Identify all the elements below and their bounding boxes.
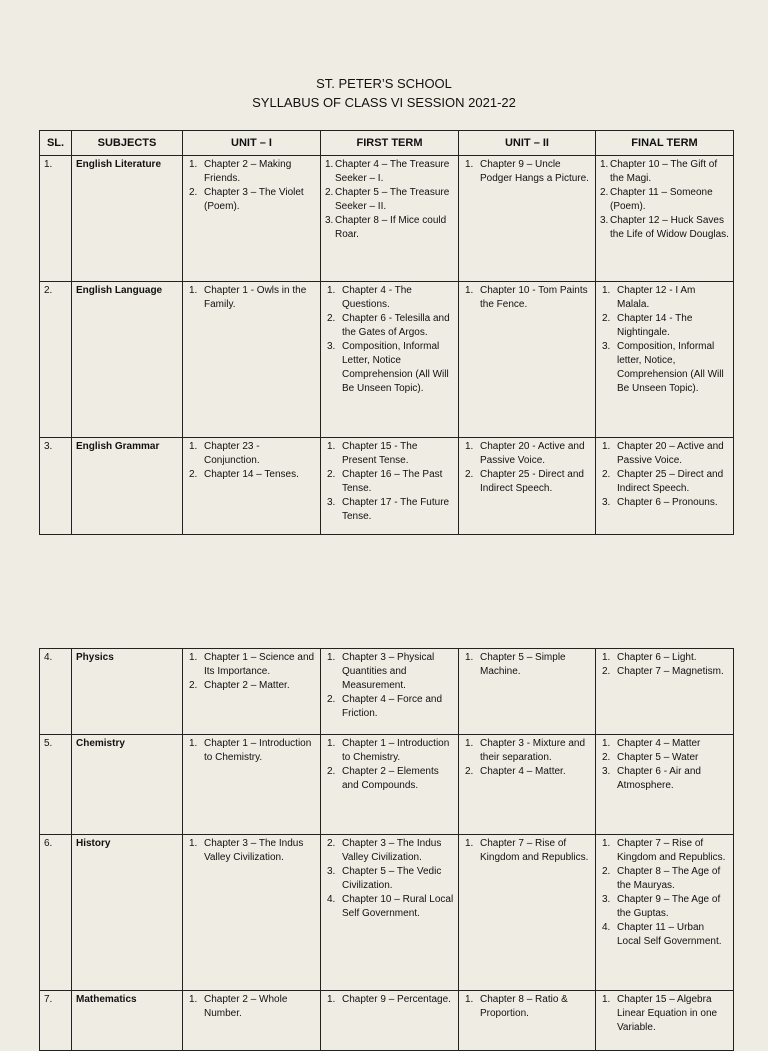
cell-unit-2 (459, 156, 596, 282)
cell-final-term (596, 438, 734, 535)
chapter-item: 2. Chapter 7 – Magnetism. (602, 666, 724, 677)
col-header-subjects: SUBJECTS (72, 131, 183, 156)
col-header-unit-1: UNIT – I (183, 131, 321, 156)
cell-first-term (321, 156, 459, 282)
table-row (40, 156, 734, 282)
table-row (40, 835, 734, 991)
syllabus-table-page-2 (39, 648, 734, 1051)
chapter-item: 2. Chapter 4 – Force and Friction. (327, 694, 443, 719)
serial-number: 5. (44, 738, 53, 749)
chapter-item: 2. Chapter 8 – The Age of the Mauryas. (602, 866, 721, 891)
chapter-item: 2. Chapter 2 – Matter. (189, 680, 290, 691)
cell-final-term (596, 156, 734, 282)
chapter-item: 2. Chapter 5 – Water (602, 752, 699, 763)
chapter-item: 1. Chapter 9 – Percentage. (327, 994, 451, 1005)
chapter-item: 2. Chapter 11 – Someone (Poem). (600, 187, 713, 212)
serial-number: 3. (44, 441, 53, 452)
cell-subject (72, 156, 183, 282)
chapter-item: 3. Chapter 6 - Air and Atmosphere. (602, 766, 701, 791)
chapter-item: 1. Chapter 1 – Introduction to Chemistry. (327, 738, 450, 763)
chapter-item: 1. Chapter 15 - The Present Tense. (327, 441, 418, 466)
cell-sl (40, 735, 72, 835)
cell-unit-2 (459, 735, 596, 835)
chapter-item: 3. Chapter 17 - The Future Tense. (327, 497, 450, 522)
chapter-item: 2. Chapter 6 - Telesilla and the Gates of Argos. (327, 313, 450, 338)
cell-unit-2 (459, 991, 596, 1051)
chapter-item: 3. Chapter 9 – The Age of the Guptas. (602, 894, 721, 919)
chapter-item: 2. Chapter 2 – Elements and Compounds. (327, 766, 439, 791)
col-header-sl: SL. (40, 131, 72, 156)
chapter-item: 3. Chapter 6 – Pronouns. (602, 497, 718, 508)
chapter-item: 3. Chapter 12 – Huck Saves the Life of Widow Douglas. (600, 215, 729, 240)
cell-unit-2 (459, 282, 596, 438)
cell-subject (72, 438, 183, 535)
chapter-item: 4. Chapter 11 – Urban Local Self Government. (602, 922, 722, 947)
cell-unit-1 (183, 156, 321, 282)
chapter-item: 1. Chapter 4 – Matter (602, 738, 701, 749)
cell-unit-1 (183, 991, 321, 1051)
chapter-item: 1. Chapter 1 - Owls in the Family. (189, 285, 307, 310)
chapter-item: 2. Chapter 14 - The Nightingale. (602, 313, 693, 338)
chapter-item: 1. Chapter 3 – Physical Quantities and Measurement. (327, 652, 435, 691)
chapter-item: 1. Chapter 8 – Ratio & Proportion. (465, 994, 568, 1019)
chapter-item: 2. Chapter 16 – The Past Tense. (327, 469, 443, 494)
cell-unit-1 (183, 438, 321, 535)
subject-name: Physics (76, 652, 114, 663)
cell-final-term (596, 649, 734, 735)
header-row (40, 131, 734, 156)
cell-unit-1 (183, 649, 321, 735)
cell-subject (72, 649, 183, 735)
chapter-item: 1. Chapter 20 - Active and Passive Voice. (465, 441, 585, 466)
chapter-item: 1. Chapter 7 – Rise of Kingdom and Republics. (465, 838, 589, 863)
chapter-item: 1. Chapter 1 – Introduction to Chemistry. (189, 738, 312, 763)
syllabus-table-page-1 (39, 130, 734, 535)
table-row (40, 438, 734, 535)
chapter-item: 1. Chapter 10 – The Gift of the Magi. (600, 159, 718, 184)
subject-name: Mathematics (76, 994, 137, 1005)
serial-number: 2. (44, 285, 53, 296)
chapter-item: 4. Chapter 10 – Rural Local Self Government. (327, 894, 454, 919)
chapter-item: 2. Chapter 4 – Matter. (465, 766, 566, 777)
cell-unit-2 (459, 649, 596, 735)
serial-number: 4. (44, 652, 53, 663)
chapter-item: 1. Chapter 3 - Mixture and their separation. (465, 738, 586, 763)
chapter-item: 2. Chapter 3 – The Indus Valley Civilization. (327, 838, 442, 863)
chapter-item: 2. Chapter 3 – The Violet (Poem). (189, 187, 304, 212)
chapter-item: 3. Chapter 5 – The Vedic Civilization. (327, 866, 442, 891)
cell-unit-1 (183, 835, 321, 991)
col-header-first-term: FIRST TERM (321, 131, 459, 156)
serial-number: 1. (44, 159, 53, 170)
cell-first-term (321, 735, 459, 835)
cell-unit-2 (459, 438, 596, 535)
col-header-unit-2: UNIT – II (459, 131, 596, 156)
chapter-item: 1. Chapter 10 - Tom Paints the Fence. (465, 285, 588, 310)
cell-sl (40, 156, 72, 282)
chapter-item: 1. Chapter 12 - I Am Malala. (602, 285, 696, 310)
cell-subject (72, 991, 183, 1051)
cell-first-term (321, 649, 459, 735)
cell-sl (40, 835, 72, 991)
chapter-item: 2. Chapter 25 - Direct and Indirect Speech. (465, 469, 584, 494)
chapter-item: 1. Chapter 23 - Conjunction. (189, 441, 260, 466)
cell-sl (40, 438, 72, 535)
table-row (40, 649, 734, 735)
chapter-item: 1. Chapter 15 – Algebra Linear Equation in one Variable. (602, 994, 718, 1033)
table-row (40, 991, 734, 1051)
chapter-item: 3. Composition, Informal letter, Notice, Comprehension (All Will Be Unseen Topic). (602, 341, 724, 394)
chapter-item: 1. Chapter 7 – Rise of Kingdom and Republics. (602, 838, 726, 863)
chapter-item: 1. Chapter 6 – Light. (602, 652, 697, 663)
chapter-item: 2. Chapter 14 – Tenses. (189, 469, 299, 480)
chapter-item: 2. Chapter 5 – The Treasure Seeker – II. (325, 187, 450, 212)
subject-name: English Language (76, 285, 163, 296)
cell-subject (72, 282, 183, 438)
cell-first-term (321, 282, 459, 438)
chapter-item: 1. Chapter 5 – Simple Machine. (465, 652, 566, 677)
chapter-item: 1. Chapter 4 – The Treasure Seeker – I. (325, 159, 450, 184)
cell-first-term (321, 438, 459, 535)
cell-unit-2 (459, 835, 596, 991)
cell-sl (40, 649, 72, 735)
chapter-item: 1. Chapter 2 – Making Friends. (189, 159, 292, 184)
cell-subject (72, 735, 183, 835)
table-row (40, 282, 734, 438)
cell-sl (40, 282, 72, 438)
cell-sl (40, 991, 72, 1051)
chapter-item: 3. Composition, Informal Letter, Notice Comprehension (All Will Be Unseen Topic). (327, 341, 449, 394)
chapter-item: 1. Chapter 4 - The Questions. (327, 285, 412, 310)
subject-name: English Literature (76, 159, 162, 170)
chapter-item: 1. Chapter 20 – Active and Passive Voice. (602, 441, 724, 466)
cell-subject (72, 835, 183, 991)
cell-final-term (596, 282, 734, 438)
cell-first-term (321, 835, 459, 991)
cell-unit-1 (183, 282, 321, 438)
chapter-item: 1. Chapter 3 – The Indus Valley Civilization. (189, 838, 304, 863)
serial-number: 7. (44, 994, 53, 1005)
school-name: ST. PETER’S SCHOOL (316, 76, 452, 91)
subject-name: History (76, 838, 111, 849)
cell-final-term (596, 835, 734, 991)
chapter-item: 1. Chapter 1 – Science and Its Importance. (189, 652, 315, 677)
subject-name: English Grammar (76, 441, 160, 452)
col-header-final-term: FINAL TERM (596, 131, 734, 156)
subject-name: Chemistry (76, 738, 125, 749)
chapter-item: 3. Chapter 8 – If Mice could Roar. (325, 215, 447, 240)
cell-final-term (596, 735, 734, 835)
chapter-item: 2. Chapter 25 – Direct and Indirect Speech. (602, 469, 724, 494)
cell-unit-1 (183, 735, 321, 835)
chapter-item: 1. Chapter 9 – Uncle Podger Hangs a Picture. (465, 159, 589, 184)
chapter-item: 1. Chapter 2 – Whole Number. (189, 994, 288, 1019)
table-row (40, 735, 734, 835)
syllabus-title: SYLLABUS OF CLASS VI SESSION 2021-22 (252, 95, 516, 110)
serial-number: 6. (44, 838, 53, 849)
cell-first-term (321, 991, 459, 1051)
cell-final-term (596, 991, 734, 1051)
